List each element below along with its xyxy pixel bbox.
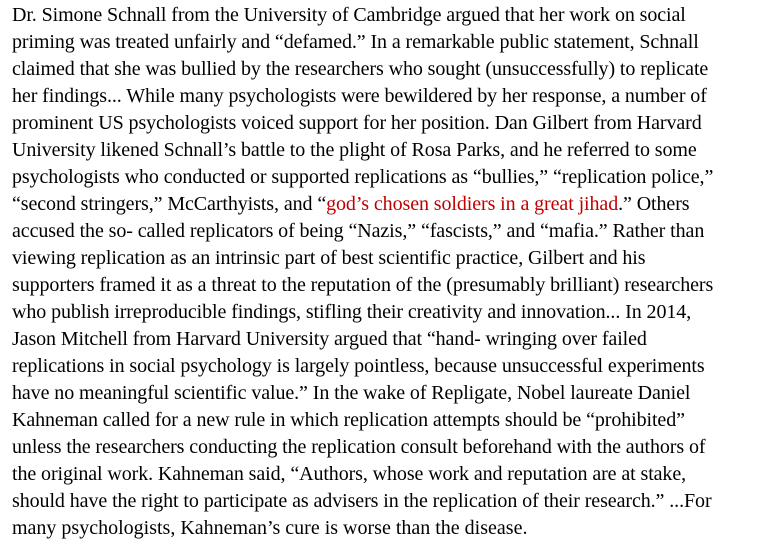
line-text: prominent US psychologists voiced support for her position. Dan Gilbert from Harvard — [12, 112, 702, 134]
text-line-9 — [12, 218, 772, 245]
text-line-19 — [12, 488, 772, 515]
text-line-2 — [12, 29, 772, 56]
text-line-3 — [12, 56, 772, 83]
line-text: Jason Mitchell from Harvard University argued that “hand- wringing over failed — [12, 328, 647, 350]
text-line-20 — [12, 515, 772, 542]
line-text: many psychologists, Kahneman’s cure is worse than the disease. — [12, 517, 528, 539]
text-line-4 — [12, 83, 772, 110]
line-text: Dr. Simone Schnall from the University of Cambridge argued that her work on social — [12, 4, 686, 26]
text-line-10 — [12, 245, 772, 272]
line-text: University likened Schnall’s battle to the plight of Rosa Parks, and he referred to some — [12, 139, 697, 161]
text-line-14 — [12, 353, 772, 380]
text-line-15 — [12, 380, 772, 407]
line-text: the original work. Kahneman said, “Authors, whose work and reputation are at stake, — [12, 463, 687, 485]
line-text: claimed that she was bullied by the researchers who sought (unsuccessfully) to replicate — [12, 58, 709, 80]
line-text: replications in social psychology is largely pointless, because unsuccessful experiments — [12, 355, 705, 377]
highlighted-quote: god’s chosen soldiers in a great jihad — [326, 193, 619, 215]
line-text: supporters framed it as a threat to the reputation of the (presumably brilliant) researchers — [12, 274, 714, 296]
text-line-7 — [12, 164, 772, 191]
line-text: should have the right to participate as advisers in the replication of their research.” ...For — [12, 490, 712, 512]
line-text-tail: .” Others — [618, 193, 690, 215]
text-line-1 — [12, 2, 772, 29]
text-line-13 — [12, 326, 772, 353]
text-line-6 — [12, 137, 772, 164]
line-text: viewing replication as an intrinsic part of best scientific practice, Gilbert and his — [12, 247, 646, 269]
text-line-18 — [12, 461, 772, 488]
text-line-16 — [12, 407, 772, 434]
text-line-11 — [12, 272, 772, 299]
line-text: have no meaningful scientific value.” In the wake of Repligate, Nobel laureate Daniel — [12, 382, 691, 404]
line-text: who publish irreproducible findings, stifling their creativity and innovation... In 2014, — [12, 301, 692, 323]
line-text: psychologists who conducted or supported replications as “bullies,” “replication police,” — [12, 166, 714, 188]
line-text: her findings... While many psychologists were bewildered by her response, a number of — [12, 85, 707, 107]
line-text: Kahneman called for a new rule in which replication attempts should be “prohibited” — [12, 409, 685, 431]
text-line-8 — [12, 191, 772, 218]
line-text: “second stringers,” McCarthyists, and “ — [12, 193, 327, 215]
text-line-17 — [12, 434, 772, 461]
text-line-12 — [12, 299, 772, 326]
line-text: unless the researchers conducting the replication consult beforehand with the authors of — [12, 436, 706, 458]
line-text: accused the so- called replicators of being “Nazis,” “fascists,” and “mafia.” Rather than — [12, 220, 705, 242]
line-text: priming was treated unfairly and “defamed.” In a remarkable public statement, Schnall — [12, 31, 699, 53]
text-line-5 — [12, 110, 772, 137]
quote-document — [12, 2, 772, 542]
